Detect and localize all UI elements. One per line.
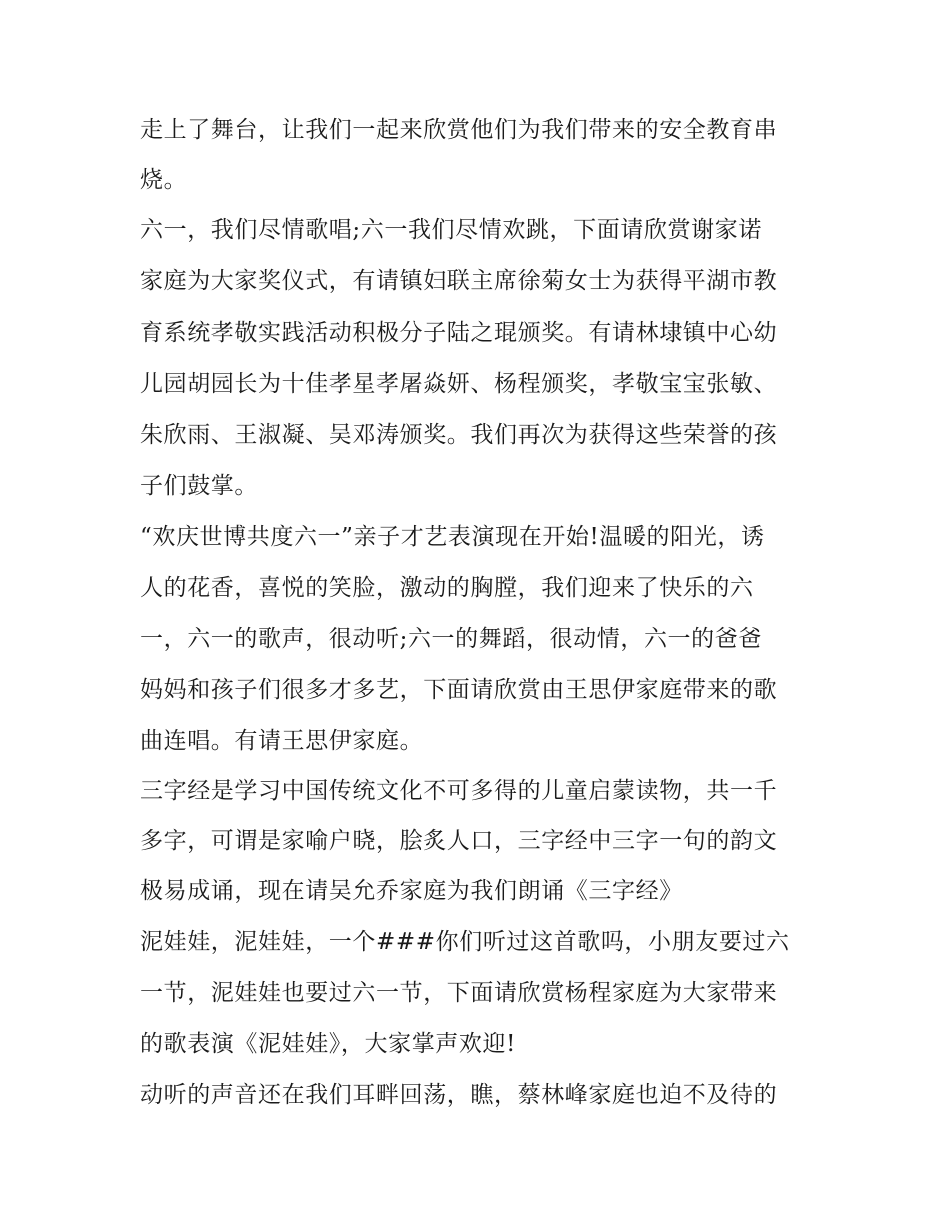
text-line: 儿园胡园长为十佳孝星孝屠焱妍、杨程颁奖，孝敬宝宝张敏、 — [140, 371, 778, 397]
text-line: 多字，可谓是家喻户晓，脍炙人口，三字经中三字一句的韵文 — [140, 828, 778, 854]
text-line: 烧。 — [140, 167, 188, 193]
text-line: 家庭为大家奖仪式，有请镇妇联主席徐菊女士为获得平湖市教 — [140, 268, 778, 294]
text-line: 泥娃娃，泥娃娃，一个###你们听过这首歌吗，小朋友要过六 — [140, 929, 790, 955]
text-line: 人的花香，喜悦的笑脸，激动的胸膛，我们迎来了快乐的六 — [140, 575, 754, 601]
text-line: 走上了舞台，让我们一起来欣赏他们为我们带来的安全教育串 — [140, 117, 778, 143]
text-line: 子们鼓掌。 — [140, 473, 258, 499]
text-line: 极易成诵，现在请吴允乔家庭为我们朗诵《三字经》 — [140, 878, 683, 904]
text-line: 六一，我们尽情歌唱;六一我们尽情欢跳，下面请欣赏谢家诺 — [140, 217, 762, 243]
text-line: “欢庆世博共度六一”亲子才艺表演现在开始!温暖的阳光，诱 — [140, 524, 765, 550]
text-line: 的歌表演《泥娃娃》，大家掌声欢迎! — [140, 1031, 516, 1057]
text-line: 育系统孝敬实践活动积极分子陆之琨颁奖。有请林埭镇中心幼 — [140, 320, 778, 346]
text-line: 朱欣雨、王淑凝、吴邓涛颁奖。我们再次为获得这些荣誉的孩 — [140, 422, 778, 448]
text-line: 妈妈和孩子们很多才多艺，下面请欣赏由王思伊家庭带来的歌 — [140, 677, 778, 703]
text-line: 三字经是学习中国传统文化不可多得的儿童启蒙读物，共一千 — [140, 778, 778, 804]
text-line: 曲连唱。有请王思伊家庭。 — [140, 728, 424, 754]
text-line: 一，六一的歌声，很动听;六一的舞蹈，很动情，六一的爸爸 — [140, 626, 762, 652]
text-line: 一节，泥娃娃也要过六一节，下面请欣赏杨程家庭为大家带来 — [140, 980, 778, 1006]
text-line: 动听的声音还在我们耳畔回荡，瞧，蔡林峰家庭也迫不及待的 — [140, 1082, 778, 1108]
